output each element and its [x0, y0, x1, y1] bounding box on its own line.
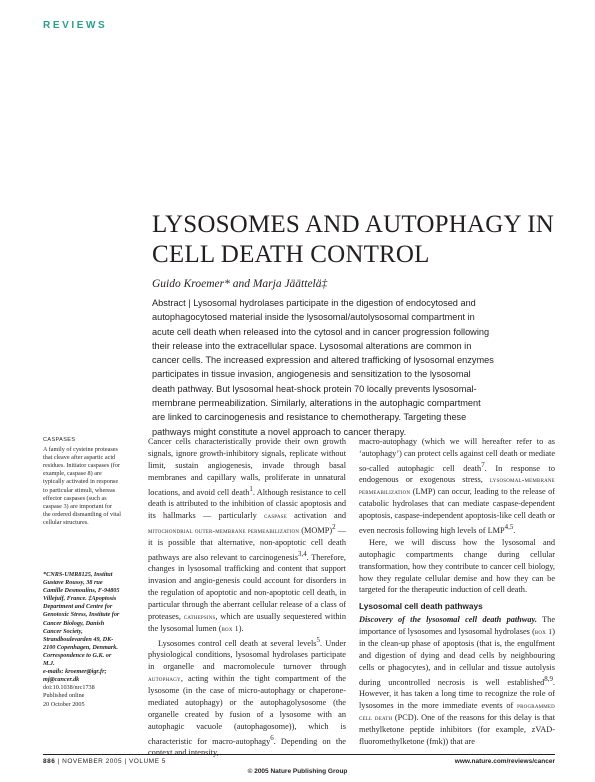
glossary-term: CASPASES	[43, 437, 76, 443]
paragraph: Cancer cells characteristically provide their own growth signals, ignore growth-inhibitory signals, replicate without limit, sustain angiogenesis, invade through basal membranes and capillary walls, proliferate in unnatural locations, and avoid cell death$^1$. Although resistance to cell death is attributed to the inhibition of classic apoptosis and its hallmarks — particularly caspase activation and mitochondrial outer-membrane permeabilization (MOMP)$^2$ — it is possible that alternative, non-apoptotic cell death pathways are also relevant to carcinogenesis$^{3,4}$. Therefore, changes in lysosomal trafficking and content that support invasion and angio-genesis could account for disorders in the regulation of apoptotic and non-apoptotic cell death, in particular through the aberrant cellular release of a class of proteases, cathepsins, which are usually sequestered within the lysosomal lumen (box 1).	[148, 437, 347, 633]
glossary-box	[43, 436, 121, 527]
body-column-1	[148, 436, 346, 759]
body-column-2	[359, 436, 555, 748]
correspondence: Correspondence to G.K. or M.J.	[43, 651, 112, 668]
title-line-2: CELL DEATH CONTROL	[152, 241, 430, 268]
affiliation-text: *CNRS-UMR8125, Institut Gustave Roussy, 38 rue Camille Desmoulins, F-94805 Villejuif, France. ‡Apoptosis Department and Centre for Genotoxic Stress, Institute for Cancer Biology, Danish Cancer Society, Strandboulevarden 49, DK-2100 Copenhagen, Denmark.	[43, 571, 120, 651]
title-line-1: LYSOSOMES AND AUTOPHAGY IN	[152, 211, 555, 238]
volume: VOLUME 5	[128, 758, 166, 765]
paragraph: Discovery of the lysosomal cell death pathway. The importance of lysosomes and lysosomal hydrolases (box 1) in the clean-up phase of apoptosis (that is, the engulfment and digestion of dying and dead cells by neighbouring cells or phagocytes), and in cellular and tissue autolysis during uncontrolled necrosis is well established$^{8,9}$. However, it has taken a long time to recognize the role of lysosomes in the more immediate events of programmed cell death (PCD). One of the reasons for this delay is that methylketone peptide inhibitors (for example, zVAD-fluoromethylketone (fmk)) that are	[359, 615, 556, 747]
abstract: Abstract | Lysosomal hydrolases participate in the digestion of endocytosed and autophagocytosed material inside the lysosomal/autolysosomal compartment in acute cell death when released into the cytosol and in cancer progression following their release into the extracellular space. Lysosomal alterations are common in cancer cells. The increased expression and altered trafficking of lysosomal enzymes participates in tissue invasion, angiogenesis and sensitization to the lysosomal death pathway. But lysosomal heat-shock protein 70 locally prevents lysosomal-membrane permeabilization. Similarly, alterations in the autophagic compartment are linked to carcinogenesis and resistance to chemotherapy. Targeting these pathways might constitute a novel approach to cancer therapy.	[152, 298, 494, 437]
published-date: 20 October 2005	[43, 700, 85, 708]
issue: NOVEMBER 2005	[62, 758, 123, 765]
paragraph: Here, we will discuss how the lysosomal and autophagic compartments change during cellular transformation, how they contribute to cancer cell biology, how they regulate cellular demise and how they can be targeted for the therapeutic induction of cell death.	[359, 537, 555, 595]
paragraph: macro-autophagy (which we will hereafter refer to as ‘autophagy’) can protect cells against cell death or mediate so-called autophagic cell death$^7$. In response to endogenous or exogenous stress, lysosomal-membrane permeabilization (LMP) can occur, leading to the release of catabolic hydrolases that can mediate caspase-dependent apoptosis, caspase-independent apoptosis-like cell death or even necrosis following high levels of LMP$^{4,5}$.	[359, 437, 555, 535]
page-number: 886	[43, 758, 56, 765]
journal-url[interactable]: www.nature.com/reviews/cancer	[454, 758, 555, 765]
section-label: REVIEWS	[43, 20, 108, 31]
email-addresses: e-mails: kroemer@igr.fr; mj@cancer.dk	[43, 668, 107, 684]
glossary-definition: A family of cysteine proteases that cleave after aspartic acid residues. Initiator caspases (for example, caspase 8) are typically activated in response to particular stimuli, whereas effector caspases (such as caspase 3) are important for the ordered dismantling of vital cellular structures.	[43, 446, 122, 526]
paragraph: Lysosomes control cell death at several levels$^5$. Under physiological conditions, lysosomal hydrolases participate in organelle and macromolecule turnover through autophagy, acting within the tight compartment of the lysosome (in the case of micro-autophagy or chaperone-mediated autophagy) or the autophagolysosome (the organelle created by fusion of a lysosome with an autophagic vacuole (autophagosome)), which is characteristic for macro-autophagy$^6$. Depending on the context and intensity,	[148, 636, 346, 758]
footer-left: 886 | NOVEMBER 2005 | VOLUME 5	[43, 758, 166, 765]
doi: doi:10.1038/nrc1738	[43, 684, 95, 692]
footer-rule	[43, 754, 555, 755]
published-label: Published online	[43, 692, 85, 700]
copyright: © 2005 Nature Publishing Group	[247, 768, 348, 775]
article-title	[152, 210, 572, 270]
affiliations	[43, 571, 121, 709]
authors: Guido Kroemer* and Marja Jäättelä‡	[152, 278, 328, 290]
section-heading: Lysosomal cell death pathways	[359, 601, 483, 612]
